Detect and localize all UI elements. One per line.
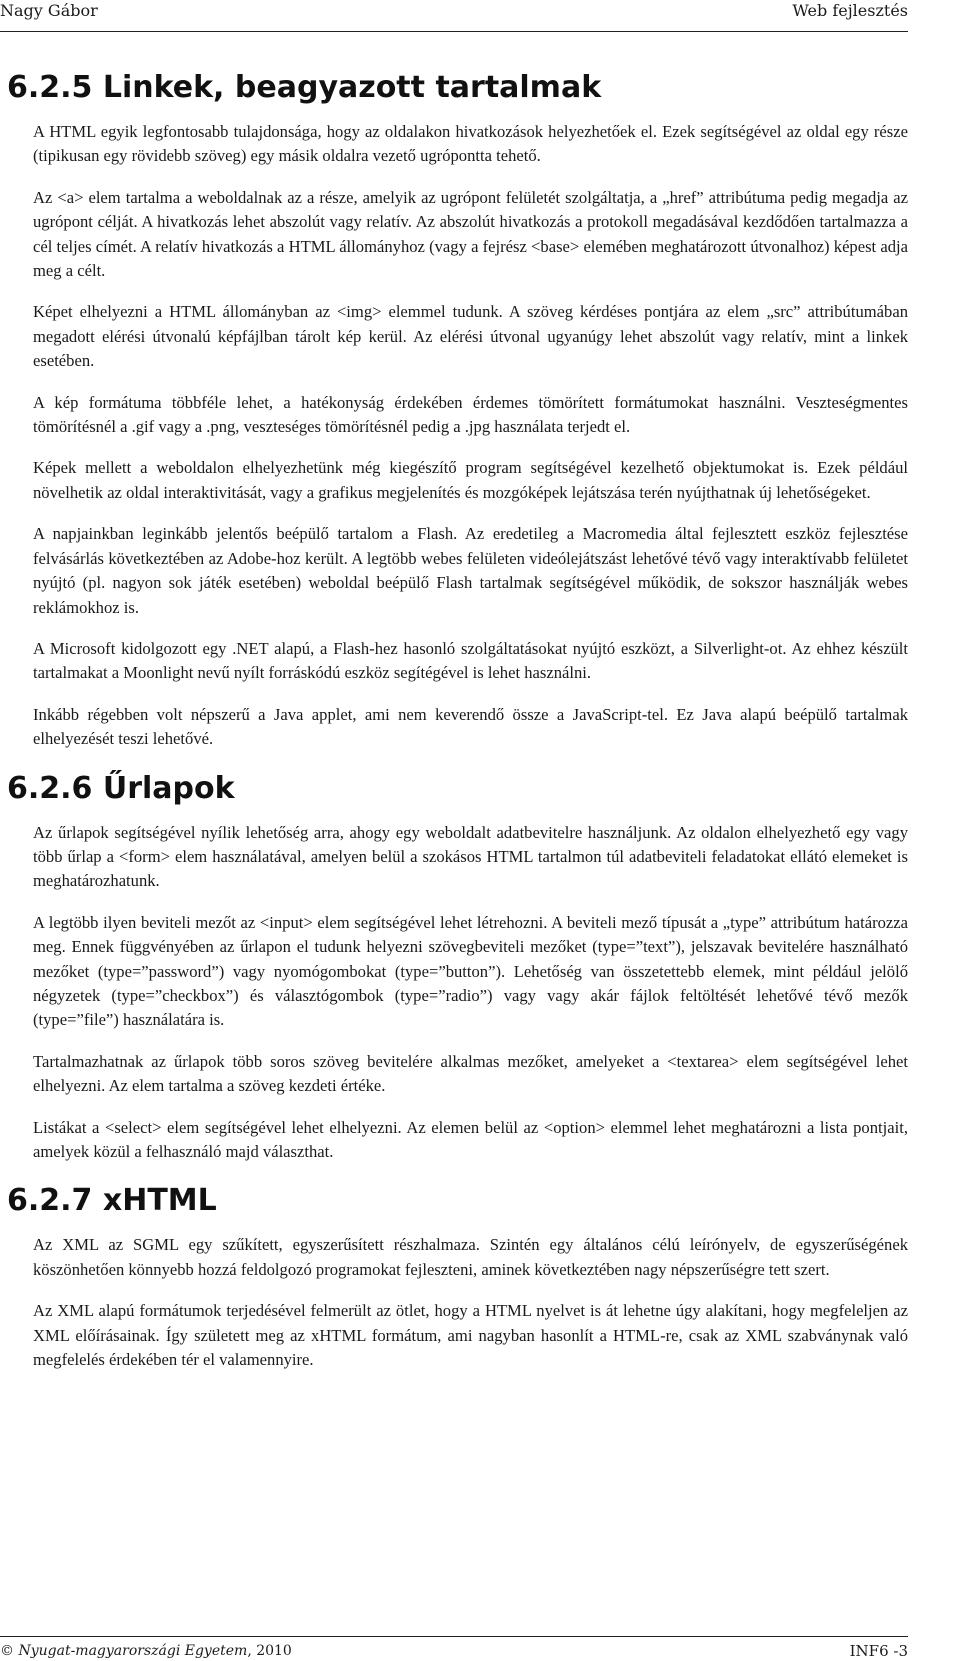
paragraph: A kép formátuma többféle lehet, a hatékonyság érdekében érdemes tömörített formátumokat használni. Veszteségmentes tömörítésnél a .gif vagy a .png, veszteséges tömörítésnél pedig a .jpg használata terjedt el. xyxy=(33,392,908,437)
paragraph: Az XML alapú formátumok terjedésével felmerült az ötlet, hogy a HTML nyelvet is át lehetne úgy alakítani, hogy megfeleljen az XML előírásainak. Így született meg az xHTML formátum, ami nagyban hasonlít a HTML-re, csak az XML szabványnak való megfelelés érdekében tér el valamennyire. xyxy=(33,1301,908,1370)
section-heading-xhtml: 6.2.7 xHTML xyxy=(7,1183,217,1219)
footer-copyright xyxy=(0,1643,292,1660)
paragraph: A legtöbb ilyen beviteli mezőt az <input> elem segítségével lehet létrehozni. A beviteli mező típusát a „type” attribútum határozza meg. Ennek függvényében az űrlapon el tudunk helyezni szövegbeviteli mezőket (type=”text”), jelszavak bevitelére használható mezőket (type=”password”) vagy nyomógombokat (type=”button”). Lehetőség van összetettebb elemek, mint például jelölő négyzetek (type=”checkbox”) és választógombok (type=”radio”) vagy vagy akár fájlok feltöltését lehetővé tévő mezők (type=”file”) használatára is. xyxy=(33,912,908,1030)
footer-rule xyxy=(0,1636,908,1637)
header-course: Web fejlesztés xyxy=(792,1,908,20)
document-body xyxy=(7,68,908,1389)
paragraph: A napjainkban leginkább jelentős beépülő tartalom a Flash. Az eredetileg a Macromedia által fejlesztett eszköz fejlesztése felvásárlás következtében az Adobe-hoz került. A legtöbb webes felületen videólejátszást lehetővé tévő vagy interaktívabb felületet nyújtó (pl. nagyon sok játék esetében) weboldal beépülő Flash tartalmak segítségével működik, de sokszor használják webes reklámokhoz is. xyxy=(33,524,908,617)
paragraph: Tartalmazhatnak az űrlapok több soros szöveg bevitelére alkalmas mezőket, amelyeket a <textarea> elem segítségével lehet elhelyezni. Az elem tartalma a szöveg kezdeti értéke. xyxy=(33,1051,908,1096)
paragraph: A Microsoft kidolgozott egy .NET alapú, a Flash-hez hasonló szolgáltatásokat nyújtó eszközt, a Silverlight-ot. Az ehhez készült tartalmakat a Moonlight nevű nyílt forráskódú eszköz segítégével is lehet használni. xyxy=(33,638,908,683)
paragraph: Az <a> elem tartalma a weboldalnak az a része, amelyik az ugrópont felületét szolgáltatja, a „href” attribútuma pedig megadja az ugrópont célját. A hivatkozás lehet abszolút vagy relatív. Az abszolút hivatkozás a protokoll megadásával kezdődően tartalmazza a cél teljes címét. A relatív hivatkozás a HTML állományhoz (vagy a fejrész <base> elemében meghatározott útvonalhoz) képest adja meg a célt. xyxy=(33,187,908,281)
paragraph: Az űrlapok segítségével nyílik lehetőség arra, ahogy egy weboldalt adatbevitelre használjunk. Az oldalon elhelyezhető egy vagy több űrlap a <form> elem használatával, amelyen belül a szokásos HTML tartalmon túl adatbeviteli feladatokat ellátó elemeket is meghatározhatunk. xyxy=(33,822,908,891)
paragraph: Listákat a <select> elem segítségével lehet elhelyezni. Az elemen belül az <option> elemmel lehet meghatározni a lista pontjait, amelyek közül a felhasználó majd választhat. xyxy=(33,1117,908,1161)
paragraph: Az XML az SGML egy szűkített, egyszerűsített részhalmaza. Szintén egy általános célú leírónyelv, de egyszerűségének köszönhetően könnyebb hozzá feldolgozó programokat fejleszteni, aminek következtében nagy népszerűségre tett szert. xyxy=(33,1235,908,1279)
footer-institution: Nyugat-magyarországi Egyetem xyxy=(18,1643,248,1659)
page-number: INF6 -3 xyxy=(849,1642,908,1660)
copyright-symbol: © xyxy=(0,1643,14,1659)
section-heading-urlapok: 6.2.6 Űrlapok xyxy=(7,770,235,806)
header-author: Nagy Gábor xyxy=(0,1,98,20)
paragraph: Képet elhelyezni a HTML állományban az <img> elemmel tudunk. A szöveg kérdéses pontjára az elem „src” attribútumában megadott elérési útvonalú képfájlban tárolt kép kerül. Az elérési útvonal ugyanúgy lehet abszolút vagy relatív, mint a linkek esetében. xyxy=(33,302,908,371)
section-heading-linkek: 6.2.5 Linkek, beagyazott tartalmak xyxy=(7,70,602,105)
paragraph: Inkább régebben volt népszerű a Java applet, ami nem keverendő össze a JavaScript-tel. Ez Java alapú beépülő tartalmak elhelyezését teszi lehetővé. xyxy=(33,704,908,749)
header-rule xyxy=(0,31,908,32)
paragraph: A HTML egyik legfontosabb tulajdonsága, hogy az oldalakon hivatkozások helyezhetőek el. Ezek segítségével az oldal egy része (tipikusan egy rövidebb szöveg) egy másik oldalra vezető ugrópontta tehető. xyxy=(33,122,908,166)
running-header xyxy=(0,0,908,22)
paragraph: Képek mellett a weboldalon elhelyezhetünk még kiegészítő program segítségével kezelhető objektumokat is. Ezek például növelhetik az oldal interaktivitását, vagy a grafikus megjelenítés és mozgóképek lejátszása terén nyújthatnak új lehetőségeket. xyxy=(33,458,908,502)
page-footer xyxy=(0,1643,908,1661)
footer-year: , 2010 xyxy=(247,1643,292,1659)
